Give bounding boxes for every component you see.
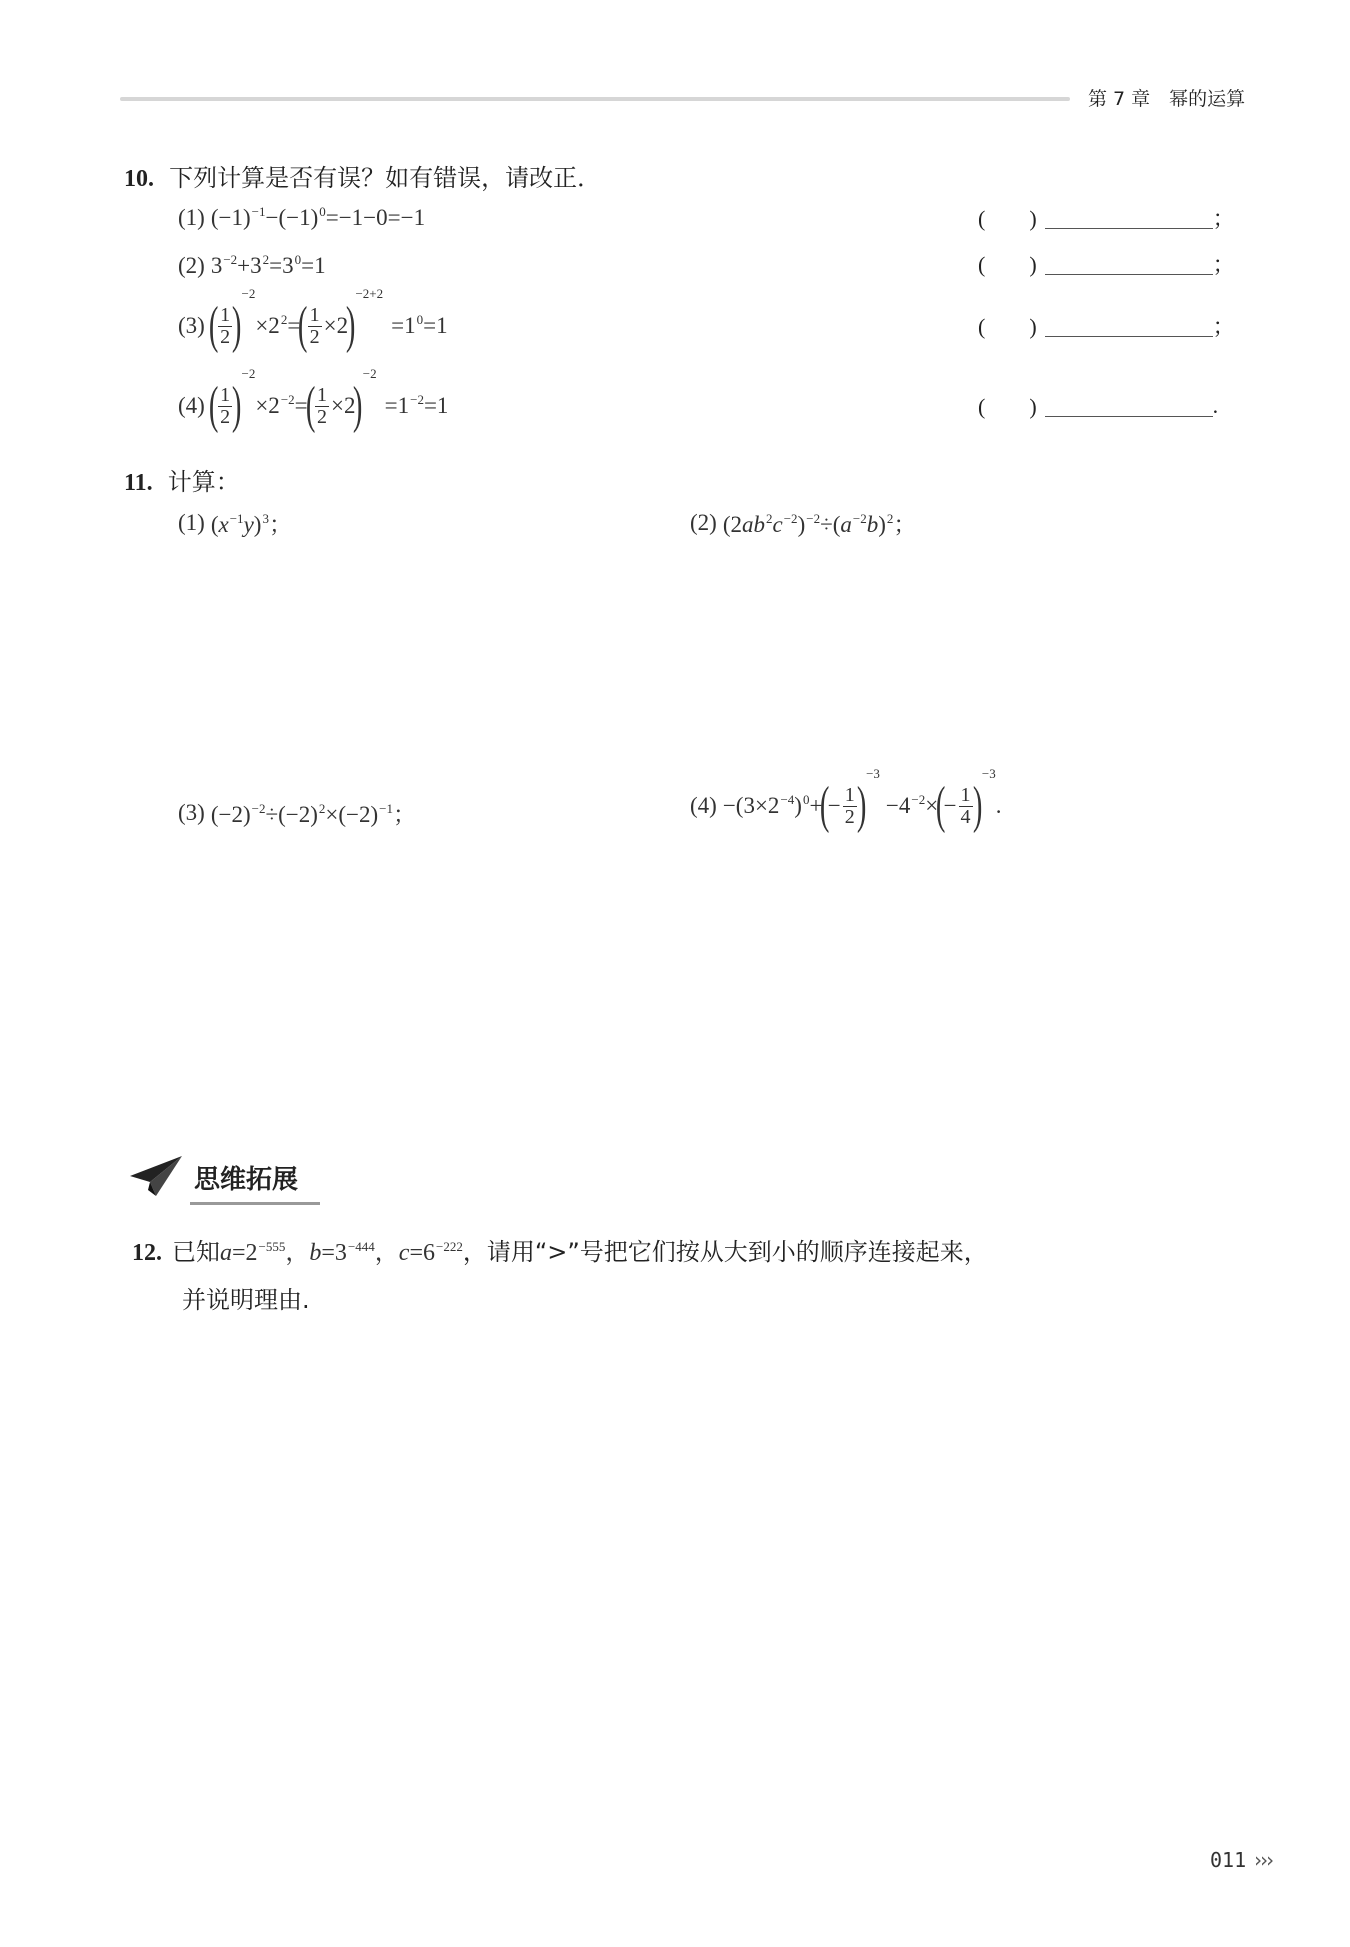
punctuation: ； bbox=[1212, 252, 1235, 277]
question-text: 下列计算是否有误？如有错误，请改正． bbox=[169, 164, 602, 192]
math-expression: $(2ab^2c^{-2})^{-2}\div(a^{-2}b)^2$； bbox=[722, 511, 917, 537]
question-11 bbox=[124, 462, 240, 497]
question-number: 10. bbox=[124, 166, 154, 192]
item-label: (2) bbox=[690, 509, 717, 535]
section-title: 思维拓展 bbox=[194, 1164, 299, 1195]
q11-item-3 bbox=[178, 796, 416, 829]
question-number: 11. bbox=[124, 470, 153, 496]
chapter-header: 第 7 章 幂的运算 bbox=[1088, 88, 1246, 110]
question-text-line-2: 并说明理由. bbox=[182, 1286, 310, 1314]
item-label: (4) bbox=[178, 393, 205, 418]
question-text: ，请用“>”号把它们按从大到小的顺序连接起来， bbox=[462, 1238, 988, 1266]
section-underline bbox=[190, 1202, 320, 1205]
item-label: (3) bbox=[178, 313, 205, 338]
page-footer bbox=[1210, 1848, 1272, 1872]
answer-blank[interactable] bbox=[1045, 394, 1213, 417]
q10-item-4: (4) ( $\frac{1}{2}$ ) −2 $\times 2^{-2}=$ ( $\frac{1}{2}$ ×2 ) −2 $=1^{-2}=1$ bbox=[178, 366, 449, 434]
math-expression: $3^{-2}+3^2=3^0=1$ bbox=[210, 252, 326, 278]
math-expression: $(-2)^{-2}\div(-2)^2\times(-2)^{-1}$； bbox=[210, 801, 416, 827]
q11-item-4: (4) $-(3\times 2^{-4})^0+$ ( − $\frac{1}{2}$ ) −3 $-4^{-2}\times$ ( − $\frac{1}{4}$ ) −3 . bbox=[690, 766, 1002, 834]
q11-item-2 bbox=[690, 506, 916, 539]
judgement-bracket[interactable]: ( ) bbox=[978, 206, 1037, 231]
q11-item-1 bbox=[178, 506, 292, 539]
judgement-bracket[interactable]: ( ) bbox=[978, 394, 1037, 419]
judgement-bracket[interactable]: ( ) bbox=[978, 252, 1037, 277]
item-label: (1) bbox=[178, 509, 205, 535]
math-expression: $(-1)^{-1}-(-1)^0=-1-0=-1$ bbox=[210, 204, 426, 230]
item-label: (1) bbox=[178, 205, 205, 230]
math-expression: $a=2^{-555}$，$b=3^{-444}$，$c=6^{-222}$ bbox=[220, 1239, 463, 1266]
question-number: 12. bbox=[132, 1240, 162, 1266]
judgement-bracket[interactable]: ( ) bbox=[978, 314, 1037, 339]
q10-item-3: (3) ( $\frac{1}{2}$ ) −2 $\times 2^2=$ ( $\frac{1}{2}$ ×2 ) −2+2 $=1^0=1$ bbox=[178, 286, 448, 354]
paper-plane-icon bbox=[128, 1152, 184, 1202]
q10-answer-1 bbox=[978, 202, 1235, 233]
section-header bbox=[128, 1152, 298, 1202]
q10-item-2 bbox=[178, 250, 326, 282]
header-rule bbox=[120, 97, 1070, 101]
answer-blank[interactable] bbox=[1045, 314, 1213, 337]
punctuation: . bbox=[1212, 392, 1219, 418]
q10-item-1 bbox=[178, 202, 425, 234]
chevron-right-icon: ››› bbox=[1254, 1848, 1273, 1872]
question-10 bbox=[124, 158, 601, 193]
question-12: 12. 已知 $a=2^{-555}$，$b=3^{-444}$，$c=6^{-222}$ ，请用“>”号把它们按从大到小的顺序连接起来， bbox=[132, 1232, 988, 1267]
q10-answer-2 bbox=[978, 248, 1235, 279]
item-label: (4) bbox=[690, 793, 717, 818]
question-text: 计算： bbox=[167, 468, 240, 496]
q10-answer-4 bbox=[978, 390, 1218, 421]
punctuation: ； bbox=[1212, 314, 1235, 339]
punctuation: ； bbox=[1212, 206, 1235, 231]
q10-answer-3 bbox=[978, 310, 1235, 341]
answer-blank[interactable] bbox=[1045, 206, 1213, 229]
page-number: 011 bbox=[1210, 1848, 1247, 1872]
item-label: (3) bbox=[178, 799, 205, 825]
answer-blank[interactable] bbox=[1045, 252, 1213, 275]
math-expression: $(x^{-1}y)^3$； bbox=[210, 511, 292, 537]
item-label: (2) bbox=[178, 253, 205, 278]
